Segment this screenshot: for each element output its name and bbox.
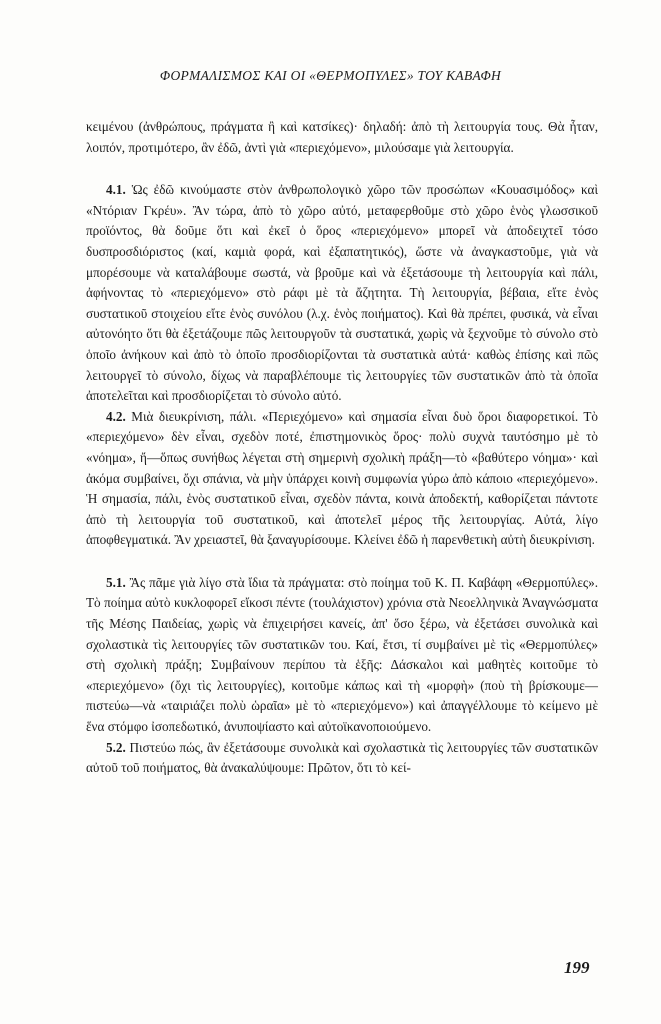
paragraph-4-2 — [86, 407, 598, 551]
section-number: 4.1. — [106, 182, 126, 198]
paragraph-text: Ὡς ἐδῶ κινούμαστε στὸν ἀνθρωπολογικὸ χῶρο τῶν προσώπων «Κουασιμόδος» καὶ «Ντόριαν Γκρέυ». Ἂν τώρα, ἀπὸ τὸ χῶρο αὐτό, μεταφερθοῦμε στὸ χῶρο ἑνὸς γλωσσικοῦ προϊόντος, θὰ δοῦμε ὅτι καὶ ἐκεῖ ὁ ὅρος «περιεχόμενο» μπορεῖ νὰ ἀποδειχτεῖ τόσο δυσπροσδιόριστος (καί, καμιὰ φορά, καὶ ἐξαπατητικός), ὥστε νὰ ἀναγκαστοῦμε, γιὰ νὰ μπορέσουμε νὰ καταλάβουμε σωστά, νὰ βροῦμε καὶ νὰ ἐξετάσουμε τὴ λειτουργία καὶ πάλι, ἀφήνοντας τὸ «περιεχόμενο» στὸ ράφι μὲ τὰ ἄζητητα. Τὴ λειτουργία, βέβαια, εἴτε ἑνὸς συστατικοῦ στοιχείου εἴτε ἑνὸς συνόλου (λ.χ. ἑνὸς ποιήματος). Καὶ θὰ πρέπει, φυσικά, νὰ εἶναι αὐτονόητο ὅτι θὰ ἐξετάζουμε πῶς λειτουργοῦν τὰ συστατικά, χωρὶς νὰ ξεχνοῦμε τὸ σύνολο στὸ ὁποῖο ἀνήκουν καὶ ἀπὸ τὸ ὁποῖο προσδιορίζονται τὰ συστατικὰ αὐτά· καθὼς ἐπίσης καὶ πῶς λειτουργεῖ τὸ σύνολο, δίχως νὰ παραβλέπουμε τὶς λειτουργίες τῶν συστατικῶν ἀπὸ τὰ ὁποῖα ἀποτελεῖται καὶ προσδιορίζεται τὸ σύνολο αὐτό. — [86, 182, 599, 404]
section-number: 5.1. — [106, 574, 126, 590]
paragraph-text: κειμένου (ἀνθρώπους, πράγματα ἢ καὶ κατσίκες)· δηλαδή: ἀπὸ τὴ λειτουργία τους. Θὰ ἦταν, λοιπόν, προτιμότερο, ἂν ἐδῶ, ἀντὶ γιὰ «περιεχόμενο», μιλούσαμε γιὰ λειτουργία. — [86, 119, 598, 155]
paragraph-text: Ἂς πᾶμε γιὰ λίγο στὰ ἴδια τὰ πράγματα: στὸ ποίημα τοῦ Κ. Π. Καβάφη «Θερμοπύλες». Τὸ ποίημα αὐτὸ κυκλοφορεῖ εἴκοσι πέντε (τουλάχιστον) χρόνια στὰ Νεοελληνικὰ Ἀναγνώσματα τῆς Μέσης Παιδείας, χωρὶς νὰ ἐπιχειρήσει κανείς, ἀπ' ὅσο ξέρω, νὰ ἐξετάσει συνολικὰ καὶ σχολαστικὰ τὶς λειτουργίες τῶν συστατικῶν του. Καί, ἔτσι, τί συμβαίνει μὲ τὶς «Θερμοπύλες» στὴ σχολικὴ πράξη; Συμβαίνουν περίπου τὰ ἑξῆς: Δάσκαλοι καὶ μαθητὲς κοιτοῦμε τὸ «περιεχόμενο» (ὄχι τὶς λειτουργίες), κοιτοῦμε κάπως καὶ τὴ «μορφὴ» (ποὺ τὴ βρίσκουμε—πιστεύω—νὰ «ταιριάζει πολὺ ὡραῖα» μὲ τὸ «περιεχόμενο») καὶ ἀπαγγέλλουμε τὸ κείμενο μὲ ἕνα στόμφο ἰσοπεδωτικό, ἀνυποψίαστο καὶ αὐτοϊκανοποιούμενο. — [86, 574, 599, 735]
body-text — [86, 117, 598, 779]
paragraph-5-2 — [86, 738, 598, 779]
paragraph-text: Μιὰ διευκρίνιση, πάλι. «Περιεχόμενο» καὶ σημασία εἶναι δυὸ ὅροι διαφορετικοί. Τὸ «περιεχόμενο» δὲν εἶναι, σχεδὸν ποτέ, ἐπιστημονικὸς ὅρος· πολὺ συχνὰ ταυτόσημο μὲ τὸ «νόημα», ἤ—ὅπως συνήθως λέγεται στὴ σημερινὴ σχολικὴ πράξη—τὸ «βαθύτερο νόημα»· καὶ ἀκόμα συμβαίνει, ὄχι σπάνια, νὰ μὴν ὑπάρχει κοινὴ συμφωνία γύρω ἀπὸ κάποιο «περιεχόμενο». Ἡ σημασία, πάλι, ἑνὸς συστατικοῦ εἶναι, σχεδὸν πάντα, κοινὰ ἀποδεκτή, καθορίζεται πάντοτε ἀπὸ τὴ λειτουργία τοῦ συστατικοῦ, καὶ ἀποτελεῖ μέρος τῆς λειτουργίας. Αὐτά, λίγο ἀποφθεγματικά. Ἂν χρειαστεῖ, θὰ ξαναγυρίσουμε. Κλείνει ἐδῶ ἡ παρενθετικὴ αὐτὴ διευκρίνιση. — [86, 408, 598, 548]
paragraph-5-1 — [86, 573, 598, 738]
running-head: ΦΟΡΜΑΛΙΣΜΟΣ ΚΑΙ ΟΙ «ΘΕΡΜΟΠΥΛΕΣ» ΤΟΥ ΚΑΒΑΦΗ — [159, 68, 502, 83]
section-gap — [86, 158, 598, 180]
paragraph-4-1 — [86, 180, 598, 407]
paragraph-continued — [86, 117, 598, 158]
section-number: 5.2. — [106, 739, 126, 755]
section-gap — [86, 551, 598, 573]
paragraph-text: Πιστεύω πώς, ἂν ἐξετάσουμε συνολικὰ καὶ σχολαστικὰ τὶς λειτουργίες τῶν συστατικῶν αὐτοῦ τοῦ ποιήματος, θὰ ἀνακαλύψουμε: Πρῶτον, ὅτι τὸ κεί- — [86, 739, 599, 776]
page-number: 199 — [564, 958, 590, 977]
section-number: 4.2. — [106, 408, 126, 424]
